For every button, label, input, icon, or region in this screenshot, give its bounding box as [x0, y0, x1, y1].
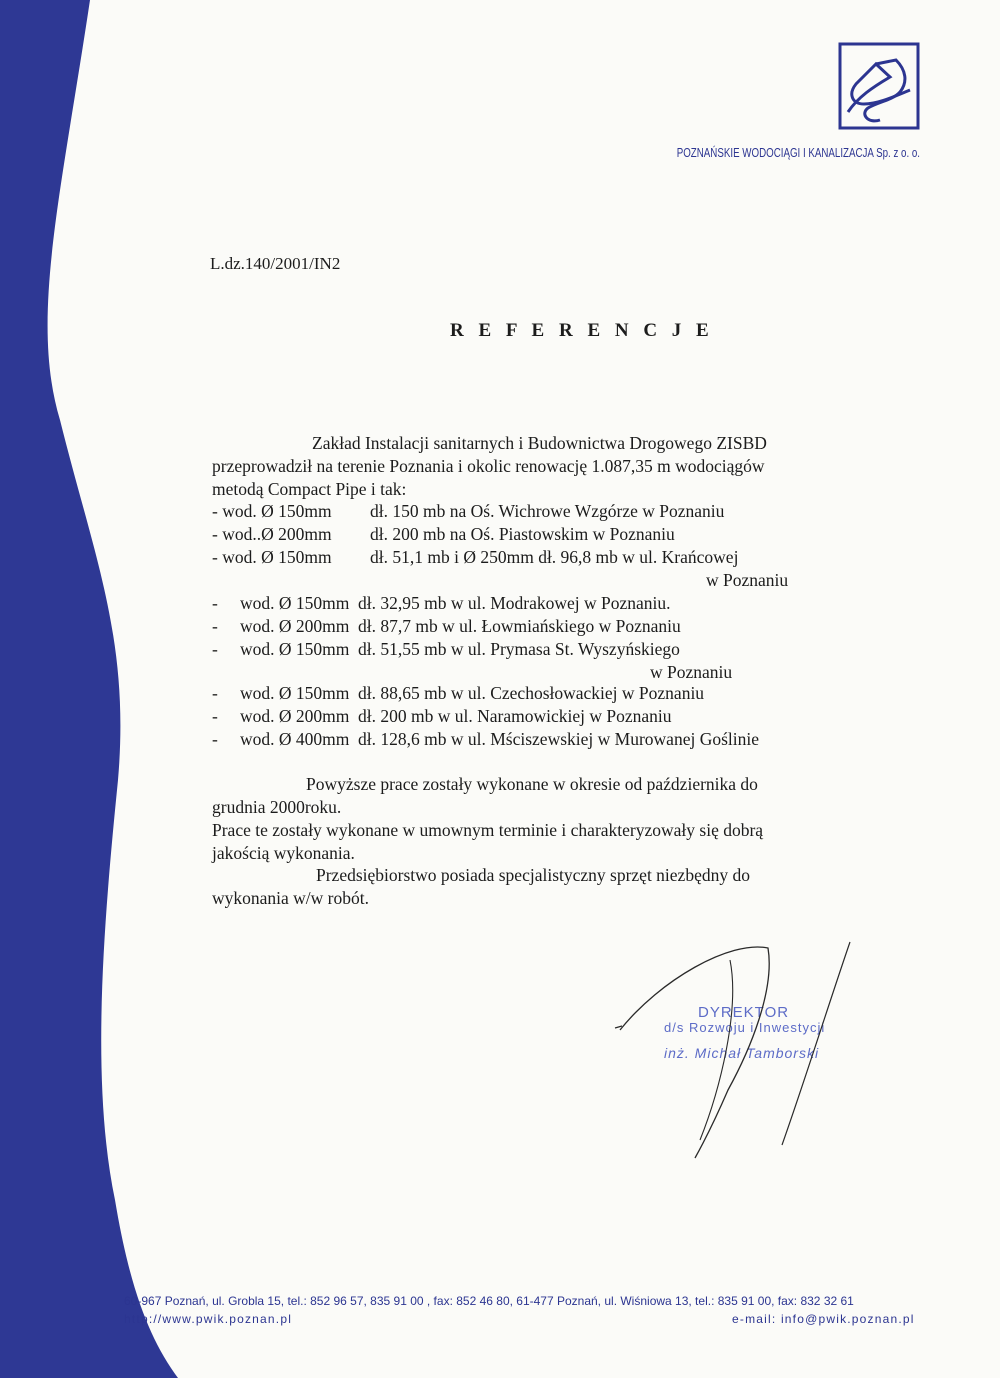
footer-website: http://www.pwik.poznan.pl — [124, 1312, 293, 1326]
work-item-continuation: w Poznaniu — [650, 662, 733, 682]
closing-line: jakością wykonania. — [212, 843, 355, 863]
work-item: - wod. Ø 150mm dł. 32,95 mb w ul. Modrakowej w Poznaniu. — [212, 593, 671, 613]
work-item-continuation: w Poznaniu — [706, 570, 789, 590]
work-item: - wod. Ø 200mm dł. 200 mb w ul. Naramowickiej w Poznaniu — [212, 706, 672, 726]
footer-address: 60-967 Poznań, ul. Grobla 15, tel.: 852 96 57, 835 91 00 , fax: 852 46 80, 61-477 Poznań, ul. Wiśniowa 13, tel.: 835 91 00, fax: 832 32 61 — [124, 1294, 854, 1308]
closing-line: grudnia 2000roku. — [212, 797, 342, 817]
letter-title: R E F E R E N C J E — [450, 320, 714, 341]
side-wave-band — [0, 0, 230, 1378]
work-item: - wod. Ø 150mm dł. 51,1 mb i Ø 250mm dł. 96,8 mb w ul. Krańcowej — [212, 547, 739, 567]
closing-line: Powyższe prace zostały wykonane w okresie od października do — [306, 774, 758, 794]
closing-line: wykonania w/w robót. — [212, 888, 369, 908]
footer-email: e-mail: info@pwik.poznan.pl — [732, 1312, 915, 1326]
signature — [600, 930, 870, 1160]
stamp-department: d/s Rozwoju i Inwestycji — [664, 1020, 826, 1035]
work-item: - wod. Ø 150mm dł. 51,55 mb w ul. Prymasa St. Wyszyńskiego — [212, 639, 680, 659]
company-name: POZNAŃSKIE WODOCIĄGI I KANALIZACJA Sp. z o. o. — [676, 146, 920, 160]
closing-line: Przedsiębiorstwo posiada specjalistyczny sprzęt niezbędny do — [316, 865, 750, 885]
stamp-name: inż. Michał Tamborski — [664, 1045, 820, 1061]
house-wave-logo-icon — [838, 42, 922, 132]
closing-line: Prace te zostały wykonane w umownym terminie i charakteryzowały się dobrą — [212, 820, 764, 840]
stamp-title: DYREKTOR — [698, 1004, 790, 1021]
work-item: - wod..Ø 200mm dł. 200 mb na Oś. Piastowskim w Poznaniu — [212, 524, 675, 544]
reference-number: L.dz.140/2001/IN2 — [210, 254, 341, 273]
intro-line: Zakład Instalacji sanitarnych i Budownictwa Drogowego ZISBD — [312, 433, 767, 453]
work-item: - wod. Ø 400mm dł. 128,6 mb w ul. Mściszewskiej w Murowanej Goślinie — [212, 729, 759, 749]
intro-line: metodą Compact Pipe i tak: — [212, 479, 407, 499]
work-item: - wod. Ø 200mm dł. 87,7 mb w ul. Łowmiańskiego w Poznaniu — [212, 616, 681, 636]
work-item: - wod. Ø 150mm dł. 88,65 mb w ul. Czechosłowackiej w Poznaniu — [212, 683, 705, 703]
intro-line: przeprowadził na terenie Poznania i okolic renowację 1.087,35 m wodociągów — [212, 456, 765, 476]
work-item: - wod. Ø 150mm dł. 150 mb na Oś. Wichrowe Wzgórze w Poznaniu — [212, 501, 725, 521]
